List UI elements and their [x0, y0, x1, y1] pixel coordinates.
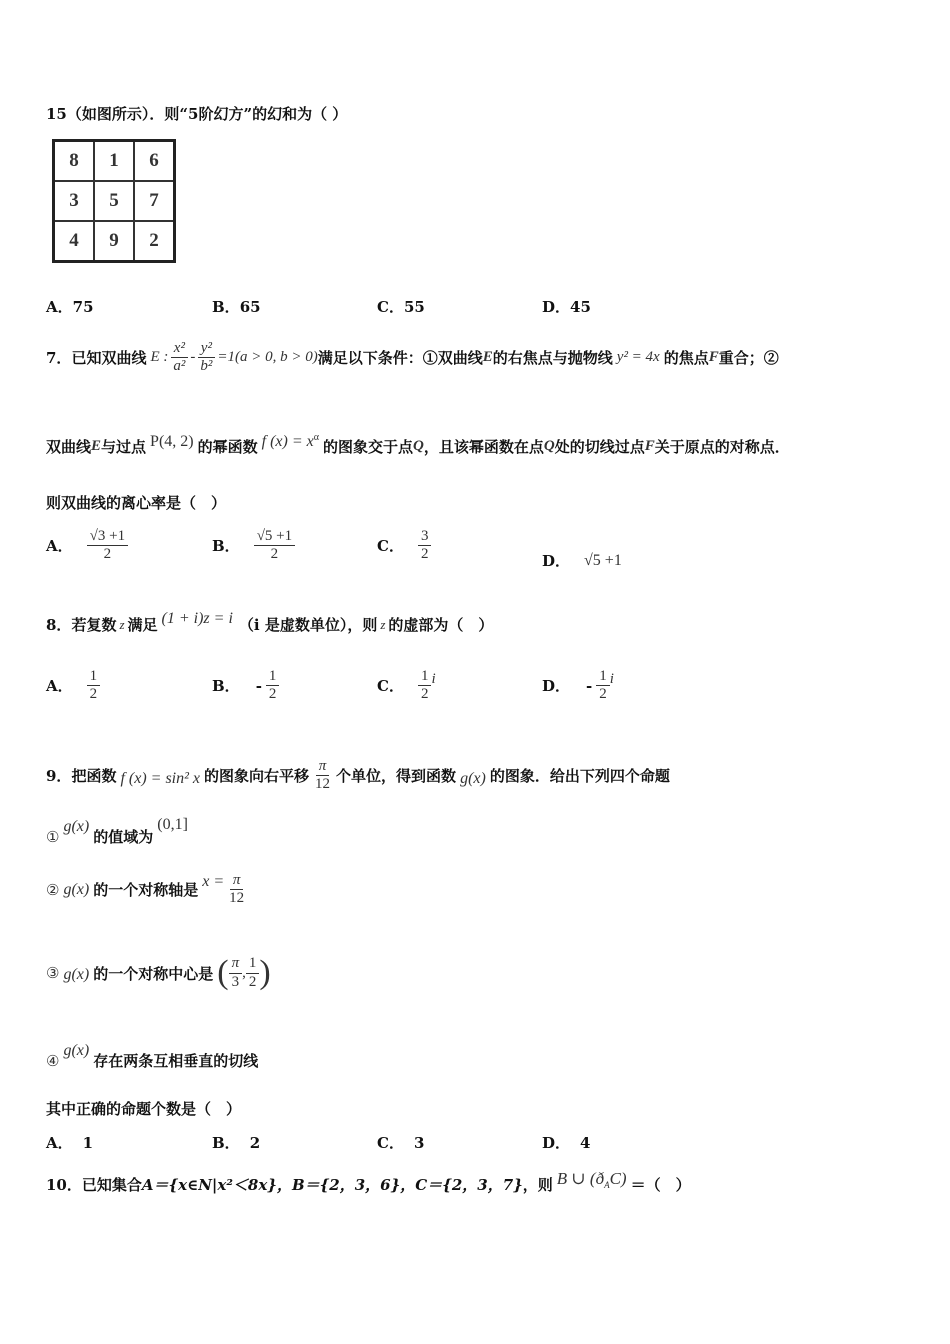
q6-option-b[interactable]: B． 65 [212, 297, 261, 316]
grid-cell: 8 [54, 141, 95, 182]
grid-cell: 5 [94, 181, 134, 221]
grid-cell: 4 [54, 221, 95, 262]
q8-option-c[interactable]: C． $\frac{1}{2}$ i [377, 668, 436, 703]
q7-ask: 则双曲线的离心率是（ ） [46, 494, 227, 512]
grid-cell: 7 [134, 181, 175, 221]
grid-cell: 6 [134, 141, 175, 182]
q7-option-b[interactable]: B． $\frac{√5 +1}{2}$ [212, 528, 295, 564]
q6-option-d[interactable]: D． 45 [542, 297, 591, 316]
q9-line: 9． 把函数 f (x) = sin² x 的图象向右平移 $\frac{\pi}{12}$ 个单位，得到函数 g(x) 的图象．给出下列四个命题 [46, 758, 670, 793]
q6-option-a[interactable]: A． 75 [46, 297, 94, 316]
grid-cell: 2 [134, 221, 175, 262]
q8-option-b[interactable]: B． - $\frac{1}{2}$ [212, 668, 279, 704]
grid-cell: 1 [94, 141, 134, 182]
q8-option-d[interactable]: D． - $\frac{1}{2}$ i [542, 668, 614, 703]
q9-option-d[interactable]: D． 4 [542, 1133, 591, 1152]
q9-prop-1: ① g(x) 的值域为 (0,1] [46, 815, 188, 846]
grid-cell: 3 [54, 181, 95, 221]
q8-option-a[interactable]: A． $\frac{1}{2}$ [46, 668, 100, 704]
q8-line: 8． 若复数 z 满足 (1 + i)z = i （i 是虚数单位），则 z 的虚部为（ ） [46, 609, 494, 634]
q9-prop-4: ④ g(x) 存在两条互相垂直的切线 [46, 1041, 259, 1070]
q6-option-c[interactable]: C． 55 [377, 297, 425, 316]
q9-prop-3: ③ g(x) 的一个对称中心是 ( $\frac{\pi}{3}$ , $\frac{1}{2}$ ) [46, 954, 271, 991]
q9-ask: 其中正确的命题个数是（ ） [46, 1100, 242, 1118]
q7-option-d[interactable]: D． √5 +1 [542, 551, 622, 570]
grid-cell: 9 [94, 221, 134, 262]
q7-line1: 7． 已知双曲线 E : $\frac{\text{x²}}{\text{a²}}$ - $\frac{\text{y²}}{\text{b²}}$ =1(a > 0, b > 0) 满足以下条件：①双曲线 E 的右焦点与抛物线 y² = 4x 的焦点 F 重合；② [46, 340, 779, 375]
q7-option-c[interactable]: C． $\frac{3}{2}$ [377, 528, 431, 564]
q9-option-a[interactable]: A． 1 [46, 1133, 94, 1152]
q6-stem: 15（如图所示）．则“5阶幻方”的幻和为（ ） [46, 105, 348, 123]
q9-option-c[interactable]: C． 3 [377, 1133, 425, 1152]
q10-line: 10． 已知集合 A＝{x∈N|x²＜8x} ，B＝{2，3，6} ，C＝{2，3，7} ，则 B ∪ $(ð_AC)$ ＝（ ） [46, 1169, 691, 1194]
q9-prop-2: ② g(x) 的一个对称轴是 x = $\frac{\pi}{12}$ [46, 872, 245, 907]
q7-option-a[interactable]: A． $\frac{√3 +1}{2}$ [46, 528, 128, 564]
q9-option-b[interactable]: B． 2 [212, 1133, 261, 1152]
q7-line2: 双曲线 E 与过点 P(4, 2) 的幂函数 f $(x) = x^\alpha$ 的图象交于点 Q ，且该幂函数在点 Q 处的切线过点 F 关于原点的对称点． [46, 432, 790, 456]
magic-square-grid [52, 139, 176, 263]
